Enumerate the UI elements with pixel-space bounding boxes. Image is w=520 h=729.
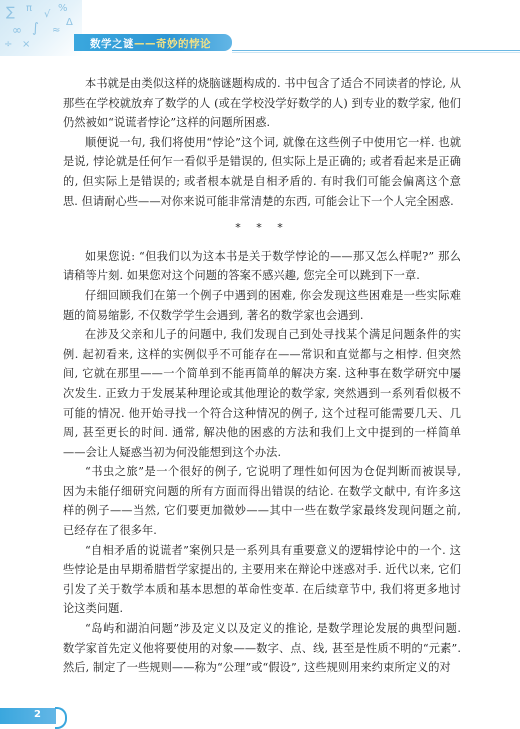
chapter-title: 奇妙的悖论 <box>156 38 211 50</box>
page-header <box>0 0 520 60</box>
header-rule-secondary <box>232 52 520 53</box>
footer-bar <box>0 708 56 724</box>
decor-glyph: ≈ <box>52 25 61 36</box>
decor-glyph: Δ <box>66 17 73 28</box>
decor-glyph: ∫ <box>32 21 39 36</box>
section-separator: * * * <box>235 221 289 235</box>
paragraph: 顺便说一句, 我们将使用“悖论”这个词, 就像在这些例子中使用它一样. 也就是说, 悖论就是任何乍一看似乎是错误的, 但实际上是正确的; 或者看起来是正确的, 但实际上是错误的; 或者根本就是自相矛盾的. 有时我们可能会偏离这个意思. 但请耐心些——对你来说可能非常清楚的东西, 可能会让下一个人完全困惑. <box>63 135 461 208</box>
decor-glyph: % <box>58 3 68 14</box>
running-title <box>90 36 211 51</box>
paragraph: “自相矛盾的说谎者”案例只是一系列具有重要意义的逻辑悖论中的一个. 这些悖论是由早期希腊哲学家提出的, 主要用来在辩论中迷惑对手. 近代以来, 它们引发了关于数学本质和基本思想的革命性变革. 在后续章节中, 我们将更多地讨论这类问题. <box>63 543 461 616</box>
paragraph: “岛屿和湖泊问题”涉及定义以及定义的推论, 是数学理论发展的典型问题. 数学家首先定义他将要使用的对象——数字、点、线, 甚至是性质不明的“元素”. 然后, 制定了一些规则——称为“公理”或“假设”, 这些规则用来约束所定义的对 <box>63 622 461 675</box>
paragraph: 在涉及父亲和儿子的问题中, 我们发现自己到处寻找某个满足问题条件的实例. 起初看来, 这样的实例似乎不可能存在——常识和直觉都与之相悖. 但突然间, 它就在那里——一个简单到不能再简单的解决方案. 这种事在数学研究中屡次发生. 正致力于发展某种理论或其他理论的数学家, 突然遇到一系列看似极不可能的情况. 他开始寻找一个符合这种情况的例子, 这个过程可能需要几天、几周, 甚至更长的时间. 通常, 解决他的困惑的方法和我们上文中提到的一样简单——会让人疑惑当初为何没能想到这个办法. <box>63 328 461 459</box>
decor-glyph: × <box>22 39 31 50</box>
page-body <box>63 74 461 678</box>
paragraph: 本书就是由类似这样的烧脑谜题构成的. 书中包含了适合不同读者的悖论, 从那些在学校就放弃了数学的人 (或在学校没学好数学的人) 到专业的数学家, 他们仍然被如“说谎者悖论”这样的问题所困惑. <box>63 77 461 130</box>
decor-glyph: ÷ <box>4 39 13 50</box>
paragraph: 如果您说: “但我们以为这本书是关于数学悖论的——那又怎么样呢?” 那么请稍等片刻. 如果您对这个问题的答案不感兴趣, 您完全可以跳到下一章. <box>63 249 461 283</box>
decor-glyph: π <box>26 3 33 14</box>
paragraph: 仔细回顾我们在第一个例子中遇到的困难, 你会发现这些困难是一些实际难题的简易缩影, 不仅数学学生会遇到, 著名的数学家也会遇到. <box>63 288 461 322</box>
page-number: 2 <box>34 709 41 720</box>
paragraph: “书虫之旅”是一个很好的例子, 它说明了理性如何因为仓促判断而被误导, 因为未能仔细研究问题的所有方面而得出错误的结论. 在数学文献中, 有许多这样的例子——当然, 它们要更加微妙——其中一些在数学家最终发现问题之前, 已经存在了很多年. <box>63 465 461 538</box>
decor-glyph: √ <box>44 9 51 20</box>
title-separator: —— <box>134 38 156 50</box>
book-title: 数学之谜 <box>90 38 134 50</box>
page-footer <box>0 704 520 726</box>
header-decoration <box>0 0 82 56</box>
decor-glyph: ∞ <box>12 23 22 37</box>
header-rule <box>232 50 520 51</box>
decor-glyph: ∑ <box>6 5 15 20</box>
